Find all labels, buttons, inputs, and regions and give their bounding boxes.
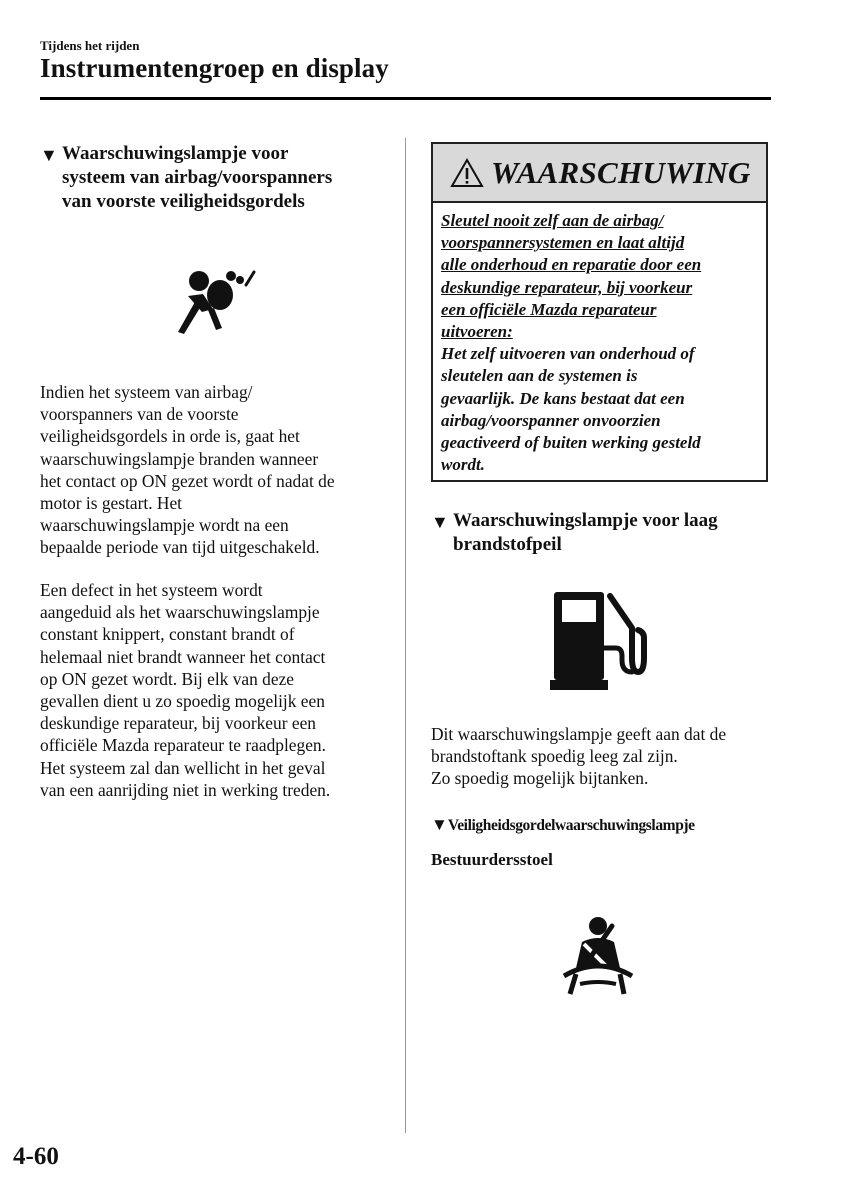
warning-line: sleutelen aan de systemen is (441, 366, 638, 386)
warning-line: deskundige reparateur, bij voorkeur (441, 277, 693, 297)
airbag-paragraph-1 (40, 381, 400, 559)
text-line: Een defect in het systeem wordt (40, 580, 263, 600)
seatbelt-subheading: Bestuurdersstoel (431, 850, 553, 869)
text-line: officiële Mazda reparateur te raadplegen. (40, 735, 326, 756)
text-line: motor is gestart. Het (40, 493, 182, 514)
section-marker-icon: ▼ (431, 815, 448, 834)
text-line: waarschuwingslampje branden wanneer (40, 448, 319, 469)
warning-title: WAARSCHUWING (491, 155, 751, 190)
text-line: Het systeem zal dan wellicht in het geval (40, 757, 326, 778)
seatbelt-heading-text: Veiligheidsgordelwaarschuwingslampje (447, 817, 695, 834)
fuel-paragraph (431, 723, 776, 790)
warning-line: voorspannersystemen en laat altijd (441, 233, 685, 253)
text-line: brandstoftank spoedig leeg zal zijn. (431, 746, 678, 767)
section-marker-icon: ▼ (40, 145, 58, 165)
airbag-paragraph-2 (40, 579, 400, 801)
column-divider (405, 138, 406, 1133)
text-line: van een aanrijding niet in werking treden. (40, 779, 331, 800)
text-line: helemaal niet brandt wanneer het contact (40, 646, 326, 667)
warning-triangle-icon (450, 158, 484, 188)
warning-line: Het zelf uitvoeren van onderhoud of (441, 344, 695, 364)
fuel-pump-icon (550, 588, 650, 692)
warning-line: airbag/voorspanner onvoorzien (441, 410, 661, 430)
airbag-heading-line: van voorste veiligheidsgordels (62, 191, 305, 212)
title-rule (40, 97, 771, 100)
fuel-heading-line: Waarschuwingslampje voor laag (453, 510, 718, 531)
section-label: Tijdens het rijden (40, 38, 140, 53)
airbag-heading-line: systeem van airbag/voorspanners (62, 167, 333, 188)
warning-line: geactiveerd of buiten werking gesteld (441, 433, 701, 453)
text-line: waarschuwingslampje wordt na een (40, 515, 289, 536)
airbag-heading-line: Waarschuwingslampje voor (62, 143, 289, 164)
text-line: Zo spoedig mogelijk bijtanken. (431, 768, 649, 789)
text-line: aangeduid als het waarschuwingslampje (40, 602, 320, 623)
warning-line: Sleutel nooit zelf aan de airbag/ (441, 211, 664, 230)
text-line: veiligheidsgordels in orde is, gaat het (40, 426, 300, 447)
warning-line: gevaarlijk. De kans bestaat dat een (441, 388, 685, 408)
text-line: deskundige reparateur, bij voorkeur een (40, 713, 316, 734)
text-line: Dit waarschuwingslampje geeft aan dat de (431, 724, 727, 744)
text-line: het contact op ON gezet wordt of nadat de (40, 470, 335, 491)
text-line: voorspanners van de voorste (40, 404, 239, 425)
warning-line: een officiële Mazda reparateur (441, 299, 657, 319)
page-title: Instrumentengroep en display (40, 53, 389, 83)
text-line: gevallen dient u zo spoedig mogelijk een (40, 691, 325, 712)
fuel-heading (431, 509, 771, 557)
section-marker-icon: ▼ (431, 512, 449, 532)
page-number: 4-60 (13, 1143, 59, 1170)
warning-line: uitvoeren: (441, 322, 513, 342)
seatbelt-heading (431, 815, 776, 835)
airbag-warning-icon (170, 264, 260, 336)
warning-text (441, 210, 760, 476)
warning-header (433, 144, 766, 203)
warning-line: alle onderhoud en reparatie door een (441, 255, 702, 275)
text-line: Indien het systeem van airbag/ (40, 382, 253, 402)
airbag-heading (40, 142, 400, 214)
fuel-heading-line: brandstofpeil (453, 534, 562, 555)
warning-line: wordt. (441, 455, 485, 475)
text-line: constant knippert, constant brandt of (40, 624, 295, 645)
text-line: op ON gezet wordt. Bij elk van deze (40, 668, 295, 689)
warning-box (431, 142, 768, 482)
seatbelt-warning-icon (560, 914, 634, 996)
text-line: bepaalde periode van tijd uitgeschakeld. (40, 537, 320, 558)
